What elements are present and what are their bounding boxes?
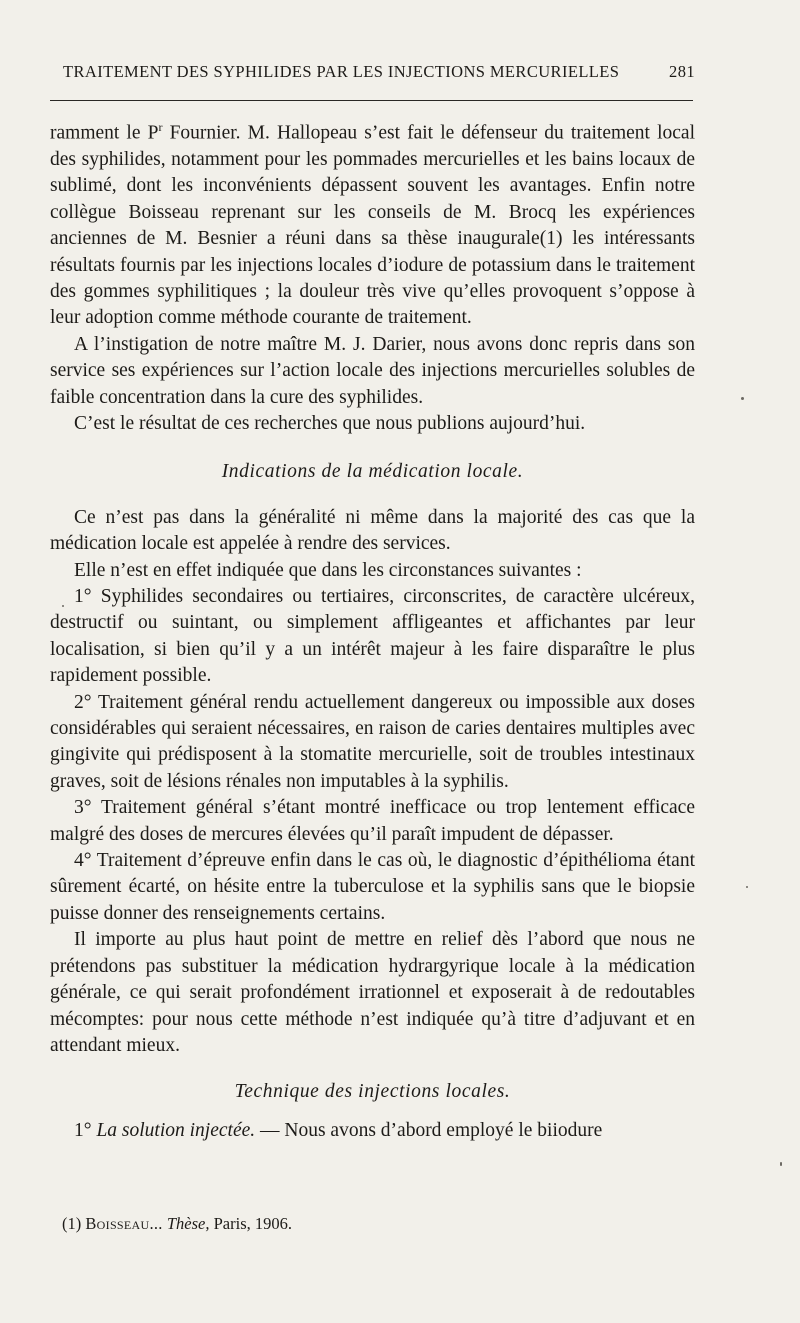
paragraph-9: 4° Traitement d’épreuve enfin dans le cas où, le diagnostic d’épithélioma étant sûrement écarté, on hésite entre la tuberculose et la syphilis sans que le biopsie puisse donner des renseignements certains.	[50, 850, 695, 924]
paragraph-10: Il importe au plus haut point de mettre en relief dès l’abord que nous ne prétendons pas substituer la médication hydrargyrique locale à la médication générale, ce qui serait profondément irrationnel et exposerait à de redoutables mécomptes: pour nous cette méthode n’est indiquée qu’à titre d’adjuvant et en attendant mieux.	[50, 929, 695, 1056]
section-heading-technique: Technique des injections locales.	[234, 1081, 511, 1103]
header-rule	[50, 100, 693, 101]
section-heading-indications: Indications de la médication locale.	[221, 461, 524, 483]
footnote	[62, 1214, 292, 1234]
paragraph-11-rest: — Nous avons d’abord employé le biiodure	[255, 1119, 603, 1141]
footnote-author: Boisseau...	[85, 1214, 163, 1233]
paragraph-11-number: 1°	[74, 1119, 97, 1141]
paragraph-1-part-a: ramment le P	[50, 122, 159, 144]
running-title: TRAITEMENT DES SYPHILIDES PAR LES INJECTIONS MERCURIELLES	[63, 62, 620, 81]
paragraph-2: A l’instigation de notre maître M. J. Darier, nous avons donc repris dans son service ses expériences sur l’action locale des injections mercurielles solubles de faible concentration dans la cure des syphilides.	[50, 333, 695, 408]
paragraph-11-italic: La solution injectée.	[96, 1119, 256, 1141]
paragraph-1-part-c: les intéressants résultats fournis par les injections locales d’iodure de potassium dans le traitement des gommes syphilitiques ; la douleur très vive qu’elles provoquent s’oppose à leur adoption comme méthode courante de traitement.	[50, 228, 695, 329]
paragraph-5: Elle n’est en effet indiquée que dans les circonstances suivantes :	[74, 559, 582, 581]
paper-speck	[780, 1162, 782, 1166]
page-number: 281	[669, 62, 695, 81]
paragraph-7: 2° Traitement général rendu actuellement dangereux ou impossible aux doses considérables qui seraient nécessaires, en raison de caries dentaires multiples avec gingivite qui prédisposent à la stomatite mercurielle, soit de troubles intestinaux graves, soit de lésions rénales non imputables à la syphilis.	[50, 691, 695, 792]
paper-speck	[746, 886, 748, 888]
body-text	[50, 114, 695, 1144]
footnote-rest: Paris, 1906.	[213, 1214, 292, 1233]
book-page	[50, 0, 695, 1323]
paragraph-4: Ce n’est pas dans la généralité ni même dans la majorité des cas que la médication locale est appelée à rendre des services.	[50, 506, 695, 555]
paragraph-1	[50, 114, 695, 332]
paragraph-3: C’est le résultat de ces recherches que nous publions aujourd’hui.	[74, 412, 586, 434]
footnote-title: Thèse,	[166, 1214, 210, 1233]
title-superscript: r	[158, 120, 163, 134]
footnote-marker: (1)	[62, 1214, 82, 1233]
paper-speck	[62, 605, 64, 607]
paragraph-8: 3° Traitement général s’étant montré inefficace ou trop lentement efficace malgré des doses de mercures élevées qu’il paraît impudent de dépasser.	[50, 797, 695, 845]
paragraph-1-part-b: Fournier. M. Hallopeau s’est fait le défenseur du traitement local des syphilides, notamment pour les pommades mercurielles et les bains locaux de sublimé, dont les inconvénients dépassent souvent les avantages. Enfin notre collègue Boisseau reprenant sur les conseils de M. Brocq les expériences anciennes de M. Besnier a réuni dans sa thèse inaugurale	[50, 122, 695, 250]
footnote-reference[interactable]: (1)	[539, 228, 563, 250]
running-head	[50, 62, 695, 86]
paragraph-6: 1° Syphilides secondaires ou tertiaires, circonscrites, de caractère ulcéreux, destructif ou suintant, ou simplement affligeantes et affichantes par leur localisation, si bien qu’il y a un intérêt majeur à les faire disparaître le plus rapidement possible.	[50, 586, 695, 687]
paper-speck	[741, 397, 744, 400]
paragraph-11	[50, 1118, 695, 1144]
